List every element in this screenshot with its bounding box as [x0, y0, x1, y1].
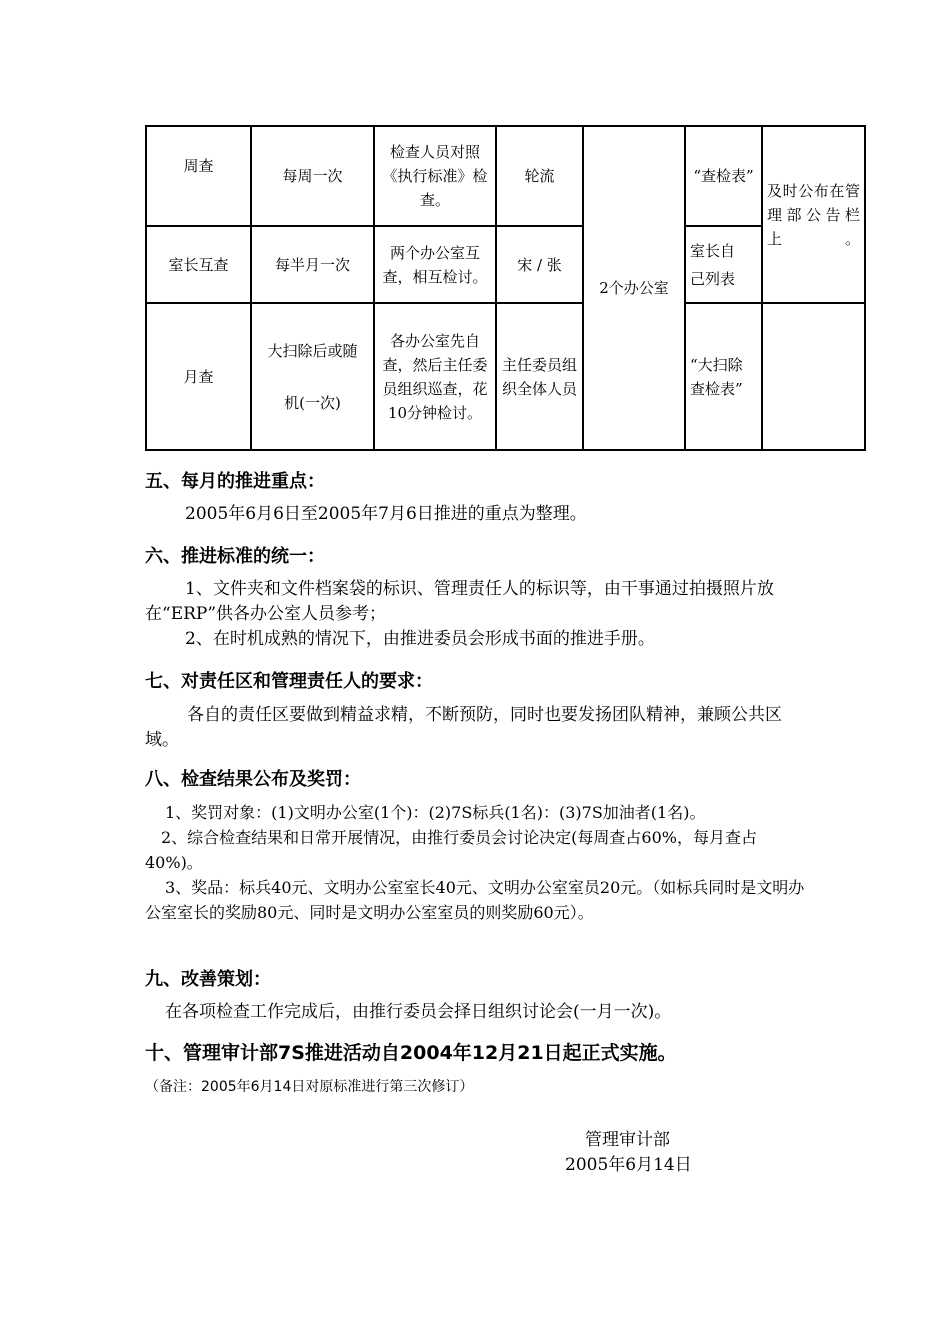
- section-10-heading: 十、管理审计部7S推进活动自2004年12月21日起正式实施。: [145, 1042, 677, 1064]
- inspector-cell: 主任委员组织全体人员: [496, 303, 583, 450]
- form-cell: “查检表”: [685, 126, 762, 226]
- section-5-heading: 五、每月的推进重点：: [145, 471, 325, 492]
- frequency-line: 大扫除后或随: [267, 341, 358, 360]
- section-6-heading: 六、推进标准的统一：: [145, 546, 325, 567]
- revision-note: （备注：2005年6月14日对原标准进行第三次修订）: [145, 1079, 474, 1095]
- form-line: 室长自: [690, 241, 736, 260]
- section-8-heading: 八、检查结果公布及奖罚：: [145, 769, 361, 790]
- frequency-cell: 每半月一次: [251, 226, 374, 303]
- method-cell: 检查人员对照《执行标准》检查。: [374, 126, 496, 226]
- check-type-cell: 周查: [146, 126, 251, 226]
- inspection-schedule-table: [145, 125, 866, 451]
- check-type-cell: 月查: [146, 303, 251, 450]
- table-row: [146, 303, 865, 450]
- section-9-body: 在各项检查工作完成后，由推行委员会择日组织讨论会(一月一次)。: [165, 1002, 672, 1022]
- inspector-cell: 轮流: [496, 126, 583, 226]
- empty-cell: [762, 303, 865, 450]
- table-row: [146, 226, 865, 303]
- signature-department: 管理审计部: [585, 1130, 670, 1150]
- section-7-heading: 七、对责任区和管理责任人的要求：: [145, 671, 433, 692]
- section-6-item-2: 2、在时机成熟的情况下，由推进委员会形成书面的推进手册。: [185, 629, 655, 649]
- section-8-item-3: 3、奖品：标兵40元、文明办公室室长40元、文明办公室室员20元。（如标兵同时是文明办公室室长的奖励80元、同时是文明办公室室员的则奖励60元）。: [145, 878, 805, 922]
- check-type-cell: 室长互查: [146, 226, 251, 303]
- form-cell: “大扫除查检表”: [685, 303, 762, 450]
- section-6-item-1: 1、文件夹和文件档案袋的标识、管理责任人的标识等，由干事通过拍摄照片放在“ERP”供各办公室人员参考；: [145, 579, 774, 624]
- method-cell: 两个办公室互查，相互检讨。: [374, 226, 496, 303]
- method-cell: 各办公室先自查，然后主任委员组织巡查，花10分钟检讨。: [374, 303, 496, 450]
- section-9-heading: 九、改善策划：: [145, 969, 271, 990]
- frequency-cell: [251, 303, 374, 450]
- form-line: 己列表: [690, 269, 736, 288]
- form-cell: [685, 226, 762, 303]
- frequency-cell: 每周一次: [251, 126, 374, 226]
- inspector-cell: 宋 / 张: [496, 226, 583, 303]
- frequency-line: 机(一次): [284, 393, 341, 412]
- section-5-body: 2005年6月6日至2005年7月6日推进的重点为整理。: [185, 504, 587, 524]
- section-8-item-2: 2、综合检查结果和日常开展情况，由推行委员会讨论决定(每周查占60%，每月查占40%)。: [145, 828, 757, 872]
- section-8-item-1: 1、奖罚对象：(1)文明办公室(1个)：(2)7S标兵(1名)：(3)7S加油者(1名)。: [165, 803, 706, 822]
- scope-cell: 2个办公室: [583, 126, 685, 450]
- table-row: [146, 126, 865, 226]
- section-7-body: 各自的责任区要做到精益求精，不断预防，同时也要发扬团队精神，兼顾公共区域。: [145, 705, 782, 750]
- publish-cell: 及时公布在管理部公告栏上。: [762, 126, 865, 303]
- signature-date: 2005年6月14日: [565, 1155, 692, 1175]
